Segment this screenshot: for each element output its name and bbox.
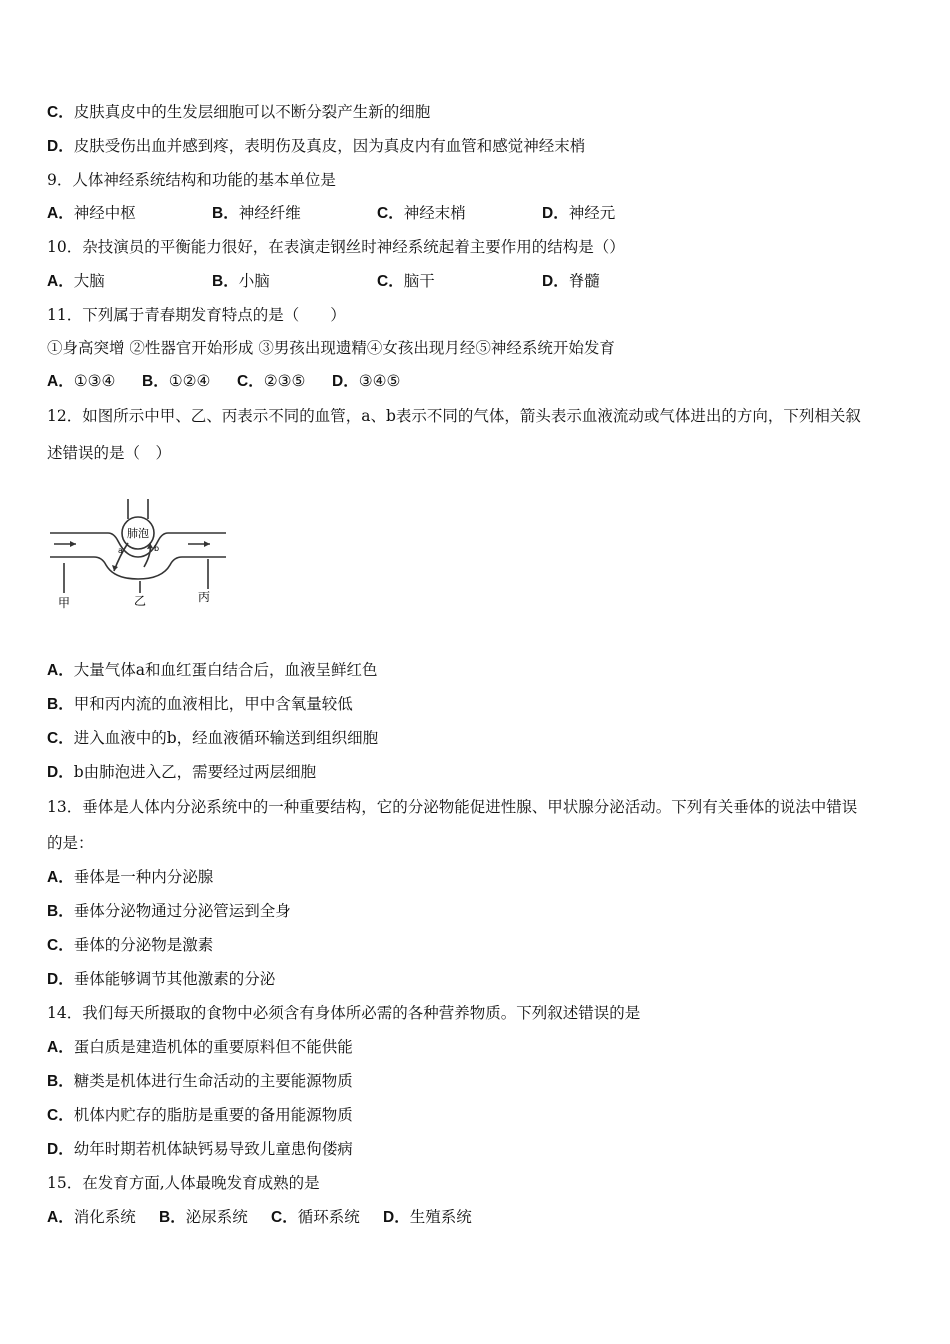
option-text: 垂体是一种内分泌腺 — [73, 868, 214, 886]
option-text: 机体内贮存的脂肪是重要的备用能源物质 — [73, 1106, 353, 1124]
option-d: D．神经元 — [542, 204, 616, 222]
question-15-options — [47, 1206, 472, 1229]
question-11-stem: 11．下列属于青春期发育特点的是（ ） — [47, 306, 346, 324]
option-a: A．神经中枢 — [47, 204, 136, 222]
option-b: B．神经纤维 — [212, 204, 301, 222]
question-9-stem: 9．人体神经系统结构和功能的基本单位是 — [47, 171, 336, 189]
option-text: 糖类是机体进行生命活动的主要能源物质 — [73, 1072, 353, 1090]
option-b: B．①②④ — [142, 372, 211, 390]
option-text: 垂体能够调节其他激素的分泌 — [73, 970, 276, 988]
option-text: 垂体分泌物通过分泌管运到全身 — [73, 902, 291, 920]
question-15-stem: 15．在发育方面,人体最晚发育成熟的是 — [47, 1174, 320, 1192]
option-b: B．小脑 — [212, 272, 270, 290]
option-line — [47, 1104, 353, 1127]
option-text: 垂体的分泌物是激素 — [73, 936, 214, 954]
option-a: A．大脑 — [47, 272, 105, 290]
option-line — [47, 659, 377, 682]
option-label: D． — [47, 1141, 74, 1158]
option-text: 皮肤真皮中的生发层细胞可以不断分裂产生新的细胞 — [73, 103, 431, 121]
question-12-stem: 12．如图所示中甲、乙、丙表示不同的血管，a、b表示不同的气体，箭头表示血液流动或气体进出的方向，下列相关叙 — [47, 407, 861, 425]
option-label: B． — [47, 1073, 74, 1090]
option-label: D． — [47, 764, 74, 781]
question-12-stem-cont: 述错误的是（ ） — [47, 444, 172, 462]
vessel-label-jia: 甲 — [58, 596, 71, 609]
option-text: 进入血液中的b，经血液循环输送到组织细胞 — [73, 729, 379, 747]
option-line — [47, 1138, 353, 1161]
option-label: C． — [47, 937, 74, 954]
option-label: D． — [47, 138, 74, 155]
vessel-label-yi: 乙 — [134, 594, 147, 608]
option-line — [47, 934, 213, 957]
vessel-label-bing: 丙 — [198, 590, 211, 604]
option-line — [47, 1070, 353, 1093]
alveolus-diagram — [48, 497, 232, 609]
option-line — [47, 693, 353, 716]
option-text: 蛋白质是建造机体的重要原料但不能供能 — [73, 1038, 353, 1056]
option-text: 大量气体a和血红蛋白结合后，血液呈鲜红色 — [73, 661, 378, 679]
option-text: b由肺泡进入乙，需要经过两层细胞 — [73, 763, 317, 781]
option-label: C． — [47, 1107, 74, 1124]
option-b: B．泌尿系统 — [159, 1208, 248, 1226]
option-text: 甲和丙内流的血液相比，甲中含氧量较低 — [73, 695, 353, 713]
option-c: C．神经末梢 — [377, 204, 466, 222]
question-13-stem-cont: 的是： — [47, 834, 94, 852]
option-label: A． — [47, 1039, 74, 1056]
option-label: C． — [47, 104, 74, 121]
option-label: B． — [47, 903, 74, 920]
option-a: A．消化系统 — [47, 1208, 136, 1226]
option-line — [47, 761, 316, 784]
option-line — [47, 968, 275, 991]
option-text: 幼年时期若机体缺钙易导致儿童患佝偻病 — [73, 1140, 353, 1158]
option-line — [47, 1036, 353, 1059]
option-c: C．循环系统 — [271, 1208, 360, 1226]
question-10-stem: 10．杂技演员的平衡能力很好，在表演走钢丝时神经系统起着主要作用的结构是（） — [47, 238, 625, 256]
option-label: A． — [47, 662, 74, 679]
flow-arrowhead-right — [204, 541, 210, 547]
flow-arrowhead-left — [70, 541, 76, 547]
option-d: D．③④⑤ — [332, 372, 401, 390]
question-11-options — [47, 370, 400, 393]
question-14-stem: 14．我们每天所摄取的食物中必须含有身体所必需的各种营养物质。下列叙述错误的是 — [47, 1004, 641, 1022]
question-10-options — [47, 270, 600, 293]
question-9-options — [47, 202, 615, 225]
option-line — [47, 900, 291, 923]
option-text: 皮肤受伤出血并感到疼，表明伤及真皮，因为真皮内有血管和感觉神经末梢 — [73, 137, 586, 155]
vessel-wall-bottom — [50, 557, 226, 579]
question-11-items: ①身高突增 ②性器官开始形成 ③男孩出现遗精④女孩出现月经⑤神经系统开始发育 — [47, 339, 615, 357]
bronchiole — [128, 499, 148, 519]
option-label: B． — [47, 696, 74, 713]
alveolus-label: 肺泡 — [127, 527, 149, 540]
gas-label-b: b — [154, 544, 160, 553]
option-label: D． — [47, 971, 74, 988]
option-line — [47, 727, 378, 750]
question-13-stem: 13．垂体是人体内分泌系统中的一种重要结构，它的分泌物能促进性腺、甲状腺分泌活动。下列有关垂体的说法中错误 — [47, 798, 858, 816]
option-c: C．②③⑤ — [237, 372, 306, 390]
gas-label-a: a — [118, 546, 123, 555]
option-line — [47, 866, 213, 889]
option-d: D．脊髓 — [542, 272, 600, 290]
option-c: C．脑干 — [377, 272, 435, 290]
option-label: A． — [47, 869, 74, 886]
option-line — [47, 101, 430, 124]
option-label: C． — [47, 730, 74, 747]
option-a: A．①③④ — [47, 372, 116, 390]
option-line — [47, 135, 585, 158]
option-d: D．生殖系统 — [383, 1208, 472, 1226]
